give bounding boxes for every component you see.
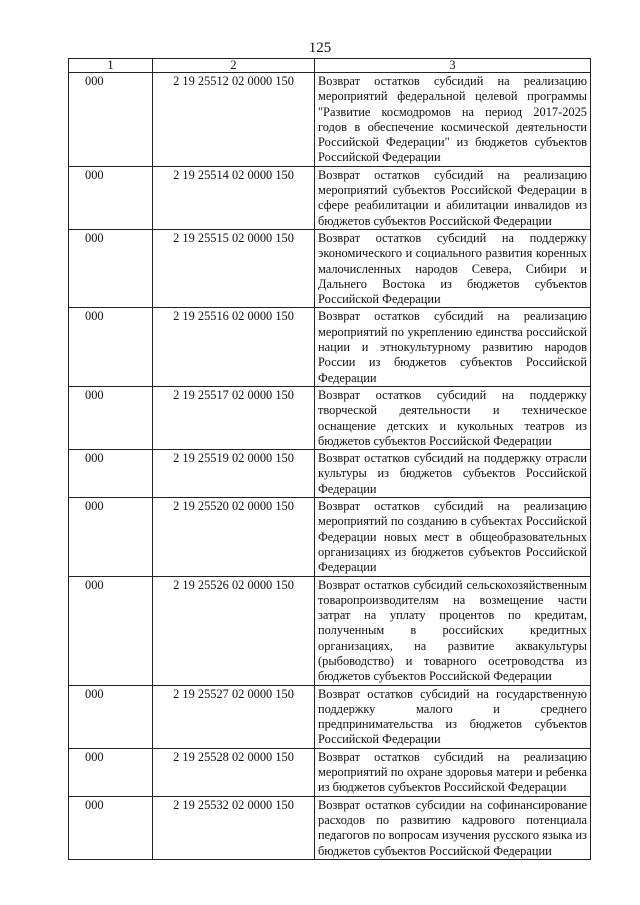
description-cell: Возврат остатков субсидий на реализацию мероприятий федеральной целевой программы "Развитие космодромов на период 2017-2025 годов в обеспечение космической деятельности Российской Федерации" из бюджетов субъектов Российской Федерации <box>315 73 591 167</box>
budget-code-cell: 2 19 25519 02 0000 150 <box>153 450 315 498</box>
budget-code-cell: 2 19 25514 02 0000 150 <box>153 166 315 229</box>
column-header-2: 2 <box>153 59 315 73</box>
description-cell: Возврат остатков субсидий на поддержку отрасли культуры из бюджетов субъектов Российской Федерации <box>315 450 591 498</box>
column-header-3: 3 <box>315 59 591 73</box>
column-header-1: 1 <box>69 59 153 73</box>
admin-code-cell: 000 <box>69 229 153 307</box>
admin-code-cell: 000 <box>69 498 153 576</box>
budget-codes-table <box>68 58 591 860</box>
admin-code-cell: 000 <box>69 796 153 859</box>
admin-code-cell: 000 <box>69 450 153 498</box>
admin-code-cell: 000 <box>69 73 153 167</box>
table-row <box>69 229 591 307</box>
admin-code-cell: 000 <box>69 386 153 449</box>
budget-code-cell: 2 19 25532 02 0000 150 <box>153 796 315 859</box>
description-cell: Возврат остатков субсидий на реализацию мероприятий субъектов Российской Федерации в сфере реабилитации и абилитации инвалидов из бюджетов субъектов Российской Федерации <box>315 166 591 229</box>
table-row <box>69 498 591 576</box>
description-cell: Возврат остатков субсидий на реализацию мероприятий по охране здоровья матери и ребенка из бюджетов субъектов Российской Федерации <box>315 748 591 796</box>
table-header-row <box>69 59 591 73</box>
table-row <box>69 796 591 859</box>
table-row <box>69 386 591 449</box>
budget-code-cell: 2 19 25526 02 0000 150 <box>153 576 315 685</box>
table-row <box>69 308 591 386</box>
table-row <box>69 685 591 748</box>
description-cell: Возврат остатков субсидий на реализацию мероприятий по укреплению единства российской нации и этнокультурному развитию народов России из бюджетов субъектов Российской Федерации <box>315 308 591 386</box>
description-cell: Возврат остатков субсидий на поддержку экономического и социального развития коренных малочисленных народов Севера, Сибири и Дальнего Востока из бюджетов субъектов Российской Федерации <box>315 229 591 307</box>
admin-code-cell: 000 <box>69 308 153 386</box>
description-cell: Возврат остатков субсидий на реализацию мероприятий по созданию в субъектах Российской Федерации новых мест в общеобразовательных организациях из бюджетов субъектов Российской Федерации <box>315 498 591 576</box>
description-cell: Возврат остатков субсидий на государственную поддержку малого и среднего предпринимательства из бюджетов субъектов Российской Федерации <box>315 685 591 748</box>
page-number: 125 <box>308 40 332 56</box>
budget-code-cell: 2 19 25517 02 0000 150 <box>153 386 315 449</box>
table-row <box>69 450 591 498</box>
description-cell: Возврат остатков субсидии на софинансирование расходов по развитию кадрового потенциала педагогов по вопросам изучения русского языка из бюджетов субъектов Российской Федерации <box>315 796 591 859</box>
table-row <box>69 166 591 229</box>
budget-code-cell: 2 19 25512 02 0000 150 <box>153 73 315 167</box>
admin-code-cell: 000 <box>69 576 153 685</box>
budget-code-cell: 2 19 25516 02 0000 150 <box>153 308 315 386</box>
admin-code-cell: 000 <box>69 748 153 796</box>
description-cell: Возврат остатков субсидий на поддержку творческой деятельности и техническое оснащение детских и кукольных театров из бюджетов субъектов Российской Федерации <box>315 386 591 449</box>
budget-code-cell: 2 19 25528 02 0000 150 <box>153 748 315 796</box>
table-row <box>69 73 591 167</box>
budget-code-cell: 2 19 25520 02 0000 150 <box>153 498 315 576</box>
budget-code-cell: 2 19 25515 02 0000 150 <box>153 229 315 307</box>
admin-code-cell: 000 <box>69 685 153 748</box>
table-row <box>69 748 591 796</box>
admin-code-cell: 000 <box>69 166 153 229</box>
description-cell: Возврат остатков субсидий сельскохозяйственным товаропроизводителям на возмещение части затрат на уплату процентов по кредитам, полученным в российских кредитных организациях, на развитие аквакультуры (рыбоводство) и товарного осетроводства из бюджетов субъектов Российской Федерации <box>315 576 591 685</box>
budget-code-cell: 2 19 25527 02 0000 150 <box>153 685 315 748</box>
table-row <box>69 576 591 685</box>
